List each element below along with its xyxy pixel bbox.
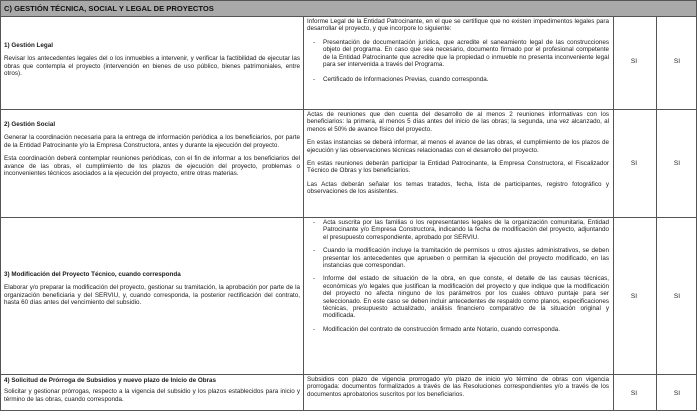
compliance-cell: SI [630, 160, 638, 167]
row-4-left [4, 377, 300, 409]
row-3-left [4, 271, 300, 313]
compliance-cell: SI [673, 390, 681, 397]
compliance-cell: SI [630, 293, 638, 300]
row-2-requirements [307, 111, 609, 202]
row-title: 4) Solicitud de Prórroga de Subsidios y nuevo plazo de Inicio de Obras [4, 377, 217, 384]
requirement-intro: Informe Legal de la Entidad Patrocinante, en el que se certifique que no existen impedimentos legales para desarrollar el proyecto, y que incorpore lo siguiente: [307, 18, 609, 33]
compliance-cell: SI [673, 160, 681, 167]
row-description: Elaborar y/o preparar la modificación del proyecto, gestionar su tramitación, la aprobación por parte de la organización beneficiaria y del SERVIU, y, cuando corresponda, la posterior rectificación del contrato, hasta 60 días antes del vencimiento del subsidio. [4, 284, 300, 307]
list-item: - Presentación de documentación jurídica, que acredite el saneamiento legal de las construcciones objeto del programa. En caso que sea necesario, documento firmado por el profesional competente de la Entidad Patrocinante que acredite que la propiedad o inmueble no presenta inconveniente legal para ser intervenida a través del Programa. [323, 39, 609, 69]
list-item: - Modificación del contrato de construcción firmado ante Notario, cuando corresponda. [323, 326, 609, 333]
row-title: 3) Modificación del Proyecto Técnico, cuando corresponda [4, 271, 181, 278]
row-3-requirements [307, 219, 609, 339]
list-item: - Informe del estado de situación de la obra, en que conste, el detalle de las causas técnicas, económicas y/o legales que justifican la modificación del proyecto y que indique que la modificación del proyecto no afecta ninguno de los parámetros por los cuales obtuvo puntaje para ser seleccionado. En este caso se deben incluir antecedentes de respaldo como planos, especificaciones técnicas, presupuesto actualizado, análisis financiero comparativo de la situación original y modificada. [323, 275, 609, 319]
requirement-paragraph: Las Actas deberán señalar los temas tratados, fecha, lista de participantes, registro fotográfico y observaciones de los asistentes. [307, 180, 609, 196]
row-1-left [4, 42, 300, 84]
row-description: Esta coordinación deberá contemplar reuniones periódicas, con el fin de informar a los beneficiarios del avance de las obras, el cumplimiento de los plazos de ejecución del proyecto, problemas o inconvenientes técnicos asociados a la ejecución del proyecto, entre otras materias. [4, 155, 300, 178]
compliance-cell: SI [630, 390, 638, 397]
compliance-cell: SI [630, 58, 638, 65]
row-description: Revisar los antecedentes legales del o los inmuebles a intervenir, y verificar la factibilidad de ejecutar las obras que contempla el proyecto (intervención en bienes de uso público, bienes patrimoniales, entre otros). [4, 55, 300, 78]
row-description: Solicitar y gestionar prórrogas, respecto a la vigencia del subsidio y los plazos establecidos para inicio y término de las obras, cuando corresponda. [4, 388, 300, 403]
list-item: - Cuando la modificación incluye la tramitación de permisos u otros ajustes administrativos, se deben presentar los antecedentes que aprueben o permitan la ejecución del proyecto modificado, en las instancias que correspondan. [323, 247, 609, 269]
row-divider [0, 374, 697, 375]
row-title: 2) Gestión Social [4, 121, 56, 128]
row-title: 1) Gestión Legal [4, 42, 53, 49]
column-divider [656, 17, 657, 411]
compliance-cell: SI [673, 293, 681, 300]
row-4-requirements [307, 376, 609, 404]
requirement-paragraph: En estas reuniones deberán participar la Entidad Patrocinante, la Empresa Constructora, el Fiscalizador Técnico de Obras y los beneficiarios. [307, 160, 609, 175]
list-item: - Acta suscrita por las familias o los representantes legales de la organización comunitaria, Entidad Patrocinante y/o Empresa Constructora, indicando la fecha de modificación del proyecto, adjuntando el presupuesto correspondiente, aprobado por SERVIU. [323, 219, 609, 241]
requirement-paragraph: Actas de reuniones que den cuenta del desarrollo de al menos 2 reuniones informativas con los beneficiarios: la primera, al menos 5 días antes del inicio de las obras; la segunda, una vez alcanzado, al menos el 50% de avance físico del proyecto. [307, 111, 609, 133]
row-divider [0, 109, 697, 110]
requirement-paragraph: Subsidios con plazo de vigencia prorrogado y/o plazo de inicio y/o término de obras con vigencia prorrogada: documentos formalizados a través de las Resoluciones correspondientes y/o a través de los documentos aprobatorios suscritos por los beneficiarios. [307, 376, 609, 398]
column-divider [303, 17, 304, 411]
list-item: - Certificado de Informaciones Previas, cuando corresponda. [323, 76, 609, 83]
section-header: C) GESTIÓN TÉCNICA, SOCIAL Y LEGAL DE PROYECTOS [0, 0, 697, 17]
row-1-requirements [307, 18, 609, 90]
requirement-paragraph: En estas instancias se deberá informar, al menos el avance de las obras, el cumplimiento de los plazos de ejecución y las observaciones técnicas relacionadas con el desarrollo del proyecto. [307, 139, 609, 154]
requirement-list [307, 39, 609, 84]
row-description: Generar la coordinación necesaria para la entrega de información periódica a los beneficiarios, por parte de la Entidad Patrocinante y/o la Empresa Constructora, antes y durante la ejecución del proyecto. [4, 134, 300, 149]
compliance-cell: SI [673, 58, 681, 65]
row-divider [0, 217, 697, 218]
column-divider [613, 17, 614, 411]
row-2-left [4, 121, 300, 183]
requirement-list [307, 219, 609, 333]
